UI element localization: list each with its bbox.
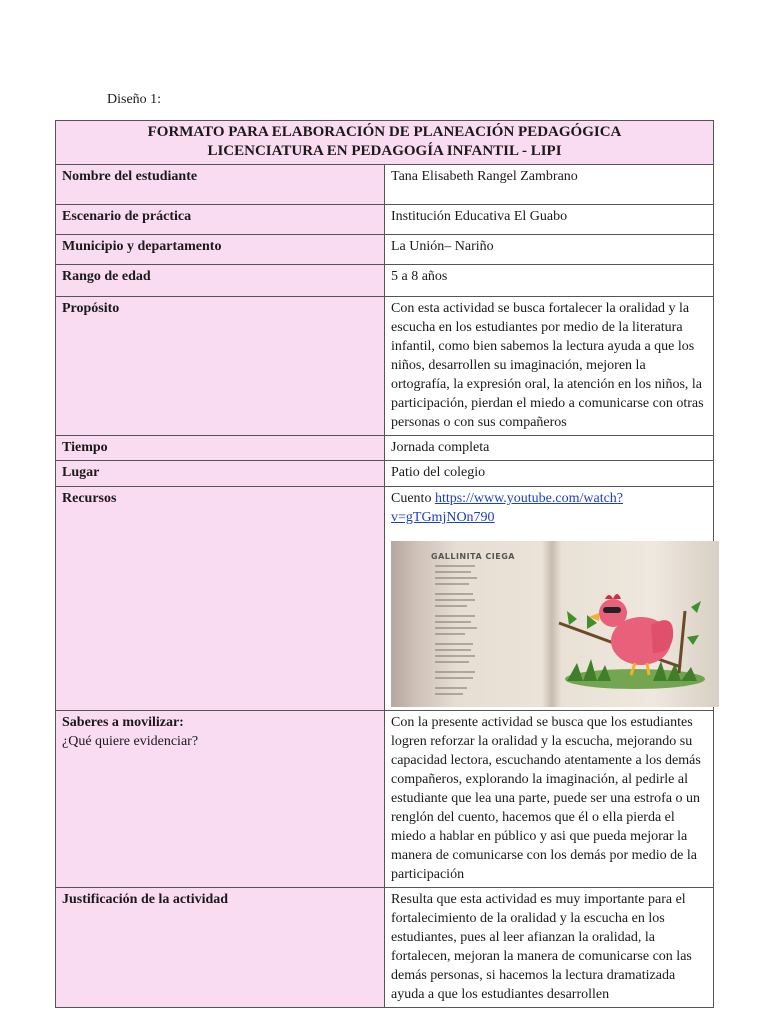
planning-form-table [55, 120, 714, 1008]
time-label: Tiempo [56, 436, 385, 461]
hen-illustration [391, 541, 719, 707]
justification-value: Resulta que esta actividad es muy importante para el fortalecimiento de la oralidad y la escucha en los estudiantes, pues al leer afianzan la oralidad, la fortalecen, mejoran la manera de comunicarse con las demás personas, si hacemos la lectura dramatizada ayuda a que los estudiantes desarrollen [385, 888, 714, 1008]
age-range-label: Rango de edad [56, 265, 385, 297]
video-link[interactable]: https://www.youtube.com/watch?v=gTGmjNOn790 [391, 491, 624, 525]
resources-label: Recursos [56, 487, 385, 711]
place-value: Patio del colegio [385, 461, 714, 487]
municipality-label: Municipio y departamento [56, 235, 385, 265]
student-label: Nombre del estudiante [56, 165, 385, 205]
form-header [56, 121, 714, 165]
municipality-value: La Unión– Nariño [385, 235, 714, 265]
knowledge-value: Con la presente actividad se busca que los estudiantes logren reforzar la oralidad y la escucha, mejorando su capacidad lectora, escuchando atentamente a los demás compañeros, explorando la imaginación, al pedirle al estudiante que lea una parte, puede ser una estrofa o un renglón del cuento, hacemos que él o ella pierda el miedo a hablar en público y asi que pueda mejorar la manera de comunicarse con los demás por medio de la participación [385, 711, 714, 888]
student-value: Tana Elisabeth Rangel Zambrano [385, 165, 714, 205]
scenario-value: Institución Educativa El Guabo [385, 205, 714, 235]
storybook-title: GALLINITA CIEGA [431, 552, 515, 561]
time-row [56, 436, 714, 461]
time-value: Jornada completa [385, 436, 714, 461]
knowledge-row [56, 711, 714, 888]
resources-prefix: Cuento [391, 491, 435, 506]
purpose-value: Con esta actividad se busca fortalecer la oralidad y la escucha en los estudiantes por medio de la literatura infantil, como bien sabemos la lectura ayuda a que los niños, desarrollen su imaginación, mejoren la ortografía, la expresión oral, la atención en los niños, la participación, pierdan el miedo a comunicarse con otras personas o con sus compañeros [385, 297, 714, 436]
student-row [56, 165, 714, 205]
storybook-photo [391, 541, 719, 707]
age-range-value: 5 a 8 años [385, 265, 714, 297]
design-label: Diseño 1: [107, 92, 162, 107]
form-header-title: FORMATO PARA ELABORACIÓN DE PLANEACIÓN PEDAGÓGICA [147, 124, 622, 140]
form-header-subtitle: LICENCIATURA EN PEDAGOGÍA INFANTIL - LIPI [207, 143, 562, 159]
place-row [56, 461, 714, 487]
scenario-row [56, 205, 714, 235]
justification-row [56, 888, 714, 1008]
resources-row [56, 487, 714, 711]
knowledge-question: ¿Qué quiere evidenciar? [62, 734, 199, 749]
place-label: Lugar [56, 461, 385, 487]
knowledge-title: Saberes a movilizar: [62, 715, 184, 730]
knowledge-label [56, 711, 385, 888]
age-range-row [56, 265, 714, 297]
form-header-row [56, 121, 714, 165]
scenario-label: Escenario de práctica [56, 205, 385, 235]
purpose-label: Propósito [56, 297, 385, 436]
municipality-row [56, 235, 714, 265]
justification-label: Justificación de la actividad [56, 888, 385, 1008]
resources-value [385, 487, 714, 711]
purpose-row [56, 297, 714, 436]
